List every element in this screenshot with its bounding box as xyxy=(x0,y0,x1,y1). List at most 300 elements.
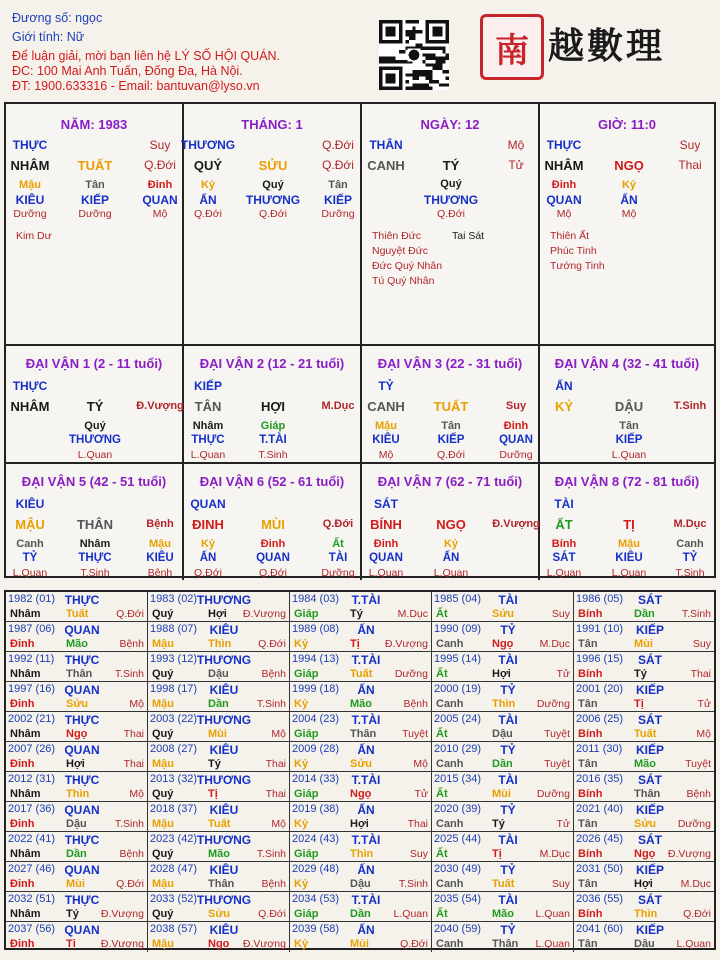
dai-van-stem: KỶ xyxy=(554,399,574,414)
year-cell[interactable] xyxy=(290,712,432,742)
year-cell[interactable] xyxy=(290,652,432,682)
dai-van-branch: TUẤT xyxy=(433,399,469,414)
year-state: Q.Đới xyxy=(400,938,428,950)
qr-module xyxy=(416,73,419,76)
dai-van-god: KIÊU xyxy=(15,497,45,511)
dai-van-hidden-stem: Đinh xyxy=(260,538,286,550)
year-label: 2037 (56) xyxy=(8,923,56,935)
year-label: 2023 (42) xyxy=(150,833,198,845)
year-ten-god: THƯƠNG xyxy=(196,893,252,907)
hidden-god: KIẾP xyxy=(323,193,353,207)
year-branch: Tị xyxy=(208,788,218,800)
year-branch: Tị xyxy=(350,638,360,650)
qr-module xyxy=(429,87,432,90)
annual-luck-grid xyxy=(4,590,716,950)
year-ten-god: KIÊU xyxy=(209,683,239,697)
qr-module xyxy=(429,77,432,80)
year-stem: Tân xyxy=(578,638,598,650)
year-label: 2028 (47) xyxy=(150,863,198,875)
year-ten-god: ẤN xyxy=(357,863,375,877)
qr-module xyxy=(432,80,435,83)
qr-module xyxy=(402,50,405,53)
year-label: 2005 (24) xyxy=(434,713,482,725)
qr-module xyxy=(406,80,409,83)
dai-van-hidden-god: QUAN xyxy=(499,434,533,446)
dai-van-god: THỰC xyxy=(12,379,48,393)
year-cell[interactable] xyxy=(574,592,714,622)
hidden-stem: Quý xyxy=(440,178,462,190)
year-branch: Dậu xyxy=(492,728,513,740)
dai-van-hidden-god: KIẾP xyxy=(437,434,465,446)
dai-van-title: ĐẠI VẬN 6 (52 - 61 tuổi) xyxy=(199,474,345,489)
qr-module xyxy=(422,47,425,50)
year-cell[interactable] xyxy=(574,712,714,742)
year-cell[interactable] xyxy=(6,832,148,862)
year-cell[interactable] xyxy=(432,712,574,742)
year-cell[interactable] xyxy=(574,772,714,802)
year-ten-god: SÁT xyxy=(638,653,662,667)
pillar-stem-state: Thai xyxy=(678,158,702,172)
year-branch: Sửu xyxy=(208,908,231,920)
year-stem: Bính xyxy=(578,908,603,920)
year-cell[interactable] xyxy=(290,922,432,952)
year-cell[interactable] xyxy=(290,772,432,802)
qr-module xyxy=(412,83,415,86)
hidden-god: THƯƠNG xyxy=(423,193,479,207)
year-branch: Dần xyxy=(208,698,229,710)
dai-van-title: ĐẠI VẬN 2 (12 - 21 tuổi) xyxy=(199,356,345,371)
year-ten-god: TÀI xyxy=(498,833,518,847)
year-cell[interactable] xyxy=(432,772,574,802)
hidden-stem: Mậu xyxy=(19,179,41,191)
year-stem: Kỷ xyxy=(294,938,309,950)
year-cell[interactable] xyxy=(6,712,148,742)
year-state: Suy xyxy=(551,878,570,890)
qr-module xyxy=(429,57,432,60)
year-stem: Quý xyxy=(152,908,174,920)
qr-module xyxy=(409,20,412,23)
dai-van-stem: MẬU xyxy=(15,517,45,532)
shen-sha-star: Thiên Ất xyxy=(550,230,590,242)
hidden-stem: Kỷ xyxy=(200,179,216,191)
year-branch: Mão xyxy=(634,758,656,770)
pillar-stem-state: Q.Đới xyxy=(144,158,176,172)
year-ten-god: KIẾP xyxy=(635,623,665,637)
qr-module xyxy=(409,73,412,76)
year-branch: Dậu xyxy=(208,668,229,680)
dai-van-god: ẤN xyxy=(555,379,573,393)
year-branch: Mùi xyxy=(208,728,227,740)
year-branch: Thìn xyxy=(208,638,232,650)
year-cell[interactable] xyxy=(148,622,290,652)
year-ten-god: KIÊU xyxy=(209,923,239,937)
qr-module xyxy=(419,73,422,76)
year-ten-god: KIẾP xyxy=(635,803,665,817)
dai-van-hidden-stem: Tân xyxy=(619,420,639,432)
year-cell[interactable] xyxy=(432,622,574,652)
year-cell[interactable] xyxy=(148,652,290,682)
year-ten-god: SÁT xyxy=(638,593,662,607)
hidden-state: Mộ xyxy=(621,208,637,220)
year-label: 2006 (25) xyxy=(576,713,624,725)
year-state: Đ.Vượng xyxy=(384,638,428,650)
pillar-god-top: THÂN xyxy=(369,138,403,152)
year-label: 1999 (18) xyxy=(292,683,340,695)
qr-module xyxy=(409,33,412,36)
year-cell[interactable] xyxy=(574,892,714,922)
year-state: Bệnh xyxy=(119,848,144,860)
year-label: 2024 (43) xyxy=(292,833,340,845)
year-state: Dưỡng xyxy=(536,698,570,710)
year-stem: Canh xyxy=(436,698,464,710)
qr-module xyxy=(436,47,439,50)
year-cell[interactable] xyxy=(432,652,574,682)
year-cell[interactable] xyxy=(290,802,432,832)
year-ten-god: KIÊU xyxy=(209,863,239,877)
year-state: M.Dục xyxy=(539,638,570,650)
dai-van-hidden-state: Q.Đới xyxy=(194,567,222,579)
dai-van-hidden-god: KIÊU xyxy=(372,434,400,446)
year-state: Mộ xyxy=(129,788,144,800)
dai-van-6 xyxy=(184,462,362,580)
qr-module xyxy=(422,60,425,63)
year-label: 2015 (34) xyxy=(434,773,482,785)
hidden-god: ẤN xyxy=(620,193,638,207)
qr-module xyxy=(432,47,435,50)
year-cell[interactable] xyxy=(574,832,714,862)
year-branch: Thìn xyxy=(492,698,516,710)
qr-module xyxy=(429,63,432,66)
qr-module xyxy=(416,83,419,86)
year-cell[interactable] xyxy=(432,922,574,952)
dai-van-hidden-god: KIẾP xyxy=(615,434,643,446)
qr-module xyxy=(439,47,442,50)
pillar-stem: QUÝ xyxy=(193,158,223,173)
qr-module xyxy=(409,37,412,40)
year-cell[interactable] xyxy=(574,742,714,772)
qr-module xyxy=(412,33,415,36)
year-label: 1995 (14) xyxy=(434,653,482,665)
year-cell[interactable] xyxy=(432,682,574,712)
year-cell[interactable] xyxy=(6,922,148,952)
qr-module xyxy=(442,47,445,50)
qr-module xyxy=(389,60,392,63)
year-branch: Thân xyxy=(208,878,235,890)
year-state: Q.Đới xyxy=(683,908,711,920)
year-cell[interactable] xyxy=(290,682,432,712)
dai-van-hidden-god: ẤN xyxy=(442,552,460,564)
year-cell[interactable] xyxy=(6,592,148,622)
qr-module xyxy=(436,57,439,60)
year-label: 1985 (04) xyxy=(434,593,482,605)
shen-sha-star: Thiên Đức xyxy=(372,230,422,242)
year-stem: Kỷ xyxy=(294,878,309,890)
year-ten-god: ẤN xyxy=(357,623,375,637)
qr-module xyxy=(426,63,429,66)
year-branch: Sửu xyxy=(492,608,515,620)
year-cell[interactable] xyxy=(432,802,574,832)
year-branch: Tị xyxy=(634,698,644,710)
qr-module xyxy=(426,47,429,50)
hidden-state: Mộ xyxy=(556,208,572,220)
hidden-stem: Đinh xyxy=(147,179,173,191)
hidden-god: KIÊU xyxy=(15,193,45,207)
year-state: Suy xyxy=(551,608,570,620)
dai-van-hidden-state: L.Quan xyxy=(190,449,226,461)
year-stem: Mậu xyxy=(152,938,174,950)
year-state: Mộ xyxy=(271,818,286,830)
year-state: Đ.Vượng xyxy=(100,938,144,950)
pillar-title: THÁNG: 1 xyxy=(241,117,303,132)
qr-module xyxy=(422,70,425,73)
year-cell[interactable] xyxy=(148,682,290,712)
year-cell[interactable] xyxy=(6,772,148,802)
qr-module xyxy=(422,53,425,56)
year-cell[interactable] xyxy=(290,832,432,862)
year-cell[interactable] xyxy=(574,622,714,652)
year-branch: Sửu xyxy=(634,818,657,830)
dai-van-hidden-state: L.Quan xyxy=(611,567,647,579)
year-cell[interactable] xyxy=(148,712,290,742)
qr-module xyxy=(436,60,439,63)
year-state: L.Quan xyxy=(393,908,428,920)
dai-van-state: Q.Đới xyxy=(322,518,354,530)
year-label: 1988 (07) xyxy=(150,623,198,635)
year-cell[interactable] xyxy=(574,652,714,682)
qr-module xyxy=(379,60,382,63)
year-branch: Ngọ xyxy=(492,638,514,650)
address-line: ĐC: 100 Mai Anh Tuấn, Đống Đa, Hà Nội. xyxy=(12,64,243,78)
year-ten-god: ẤN xyxy=(357,683,375,697)
year-cell[interactable] xyxy=(574,682,714,712)
year-cell[interactable] xyxy=(574,802,714,832)
year-cell[interactable] xyxy=(148,772,290,802)
year-cell[interactable] xyxy=(6,892,148,922)
year-branch: Tý xyxy=(492,818,505,830)
year-cell[interactable] xyxy=(432,862,574,892)
year-branch: Ngọ xyxy=(208,938,230,950)
qr-module xyxy=(429,47,432,50)
dai-van-state: Bệnh xyxy=(146,518,174,530)
year-stem: Nhâm xyxy=(10,908,41,920)
year-label: 1998 (17) xyxy=(150,683,198,695)
year-branch: Ngọ xyxy=(634,848,656,860)
dai-van-stem: TÂN xyxy=(194,399,222,414)
shen-sha-extra: Tai Sát xyxy=(452,230,485,242)
hidden-stem: Đinh xyxy=(551,179,577,191)
year-cell[interactable] xyxy=(148,862,290,892)
qr-module xyxy=(412,73,415,76)
year-stem: Giáp xyxy=(294,848,319,860)
dai-van-hidden-god: ẤN xyxy=(199,552,217,564)
bazi-chart xyxy=(4,102,716,578)
year-state: Thai xyxy=(265,788,286,800)
year-cell[interactable] xyxy=(574,862,714,892)
year-state: T.Sinh xyxy=(256,848,286,860)
year-stem: Quý xyxy=(152,848,174,860)
year-ten-god: THỰC xyxy=(64,593,100,607)
year-stem: Ất xyxy=(436,668,448,680)
year-label: 2020 (39) xyxy=(434,803,482,815)
year-branch: Hợi xyxy=(350,818,369,830)
dai-van-hidden-state: Dưỡng xyxy=(499,449,533,461)
year-stem: Quý xyxy=(152,608,174,620)
year-cell[interactable] xyxy=(148,922,290,952)
year-branch: Tý xyxy=(634,668,647,680)
qr-finder-core xyxy=(386,27,396,37)
qr-module xyxy=(419,83,422,86)
year-state: Q.Đới xyxy=(258,908,286,920)
year-branch: Tị xyxy=(66,938,76,950)
year-cell[interactable] xyxy=(290,862,432,892)
year-state: Dưỡng xyxy=(677,818,711,830)
hidden-god: QUAN xyxy=(142,193,178,207)
year-branch: Mão xyxy=(208,848,230,860)
qr-module xyxy=(422,73,425,76)
hidden-god: THƯƠNG xyxy=(245,193,301,207)
hidden-god: QUAN xyxy=(546,193,582,207)
hidden-god: KIẾP xyxy=(80,193,110,207)
dai-van-hidden-stem: Nhâm xyxy=(79,538,111,550)
year-cell[interactable] xyxy=(148,592,290,622)
dai-van-hidden-stem: Quý xyxy=(84,420,106,432)
year-ten-god: SÁT xyxy=(638,833,662,847)
year-ten-god: TỶ xyxy=(500,803,516,817)
qr-module xyxy=(419,43,422,46)
year-branch: Ngọ xyxy=(66,728,88,740)
year-state: Tử xyxy=(697,698,711,710)
year-cell[interactable] xyxy=(432,592,574,622)
year-ten-god: THƯƠNG xyxy=(196,833,252,847)
qr-module xyxy=(399,60,402,63)
dai-van-4 xyxy=(540,344,714,462)
contact-line: Để luận giải, mời bạn liên hệ LÝ SỐ HỘI QUÁN. xyxy=(12,49,281,63)
dai-van-branch: THÂN xyxy=(76,517,114,532)
year-cell[interactable] xyxy=(290,622,432,652)
dai-van-hidden-state: Q.Đới xyxy=(259,567,287,579)
year-cell[interactable] xyxy=(6,862,148,892)
year-label: 2012 (31) xyxy=(8,773,56,785)
year-cell[interactable] xyxy=(6,652,148,682)
qr-module xyxy=(426,83,429,86)
dai-van-title: ĐẠI VẬN 7 (62 - 71 tuổi) xyxy=(377,474,523,489)
year-cell[interactable] xyxy=(290,742,432,772)
qr-module xyxy=(429,73,432,76)
year-label: 2030 (49) xyxy=(434,863,482,875)
year-stem: Canh xyxy=(436,818,464,830)
year-cell[interactable] xyxy=(6,622,148,652)
year-cell[interactable] xyxy=(148,802,290,832)
year-cell[interactable] xyxy=(290,892,432,922)
year-stem: Mậu xyxy=(152,758,174,770)
shen-sha-star: Đức Quý Nhân xyxy=(372,260,443,272)
year-cell[interactable] xyxy=(148,892,290,922)
year-cell[interactable] xyxy=(148,832,290,862)
year-label: 1990 (09) xyxy=(434,623,482,635)
year-ten-god: QUAN xyxy=(64,623,100,637)
year-stem: Đinh xyxy=(10,938,35,950)
year-state: Đ.Vượng xyxy=(242,608,286,620)
qr-module xyxy=(429,80,432,83)
dai-van-hidden-state: L.Quan xyxy=(368,567,404,579)
year-state: Đ.Vượng xyxy=(667,848,711,860)
year-cell[interactable] xyxy=(148,742,290,772)
year-branch: Tuất xyxy=(634,728,657,740)
dai-van-hidden-state: L.Quan xyxy=(433,567,469,579)
year-cell[interactable] xyxy=(6,802,148,832)
year-ten-god: T.TÀI xyxy=(351,773,381,787)
qr-module xyxy=(432,53,435,56)
year-label: 2038 (57) xyxy=(150,923,198,935)
year-state: Thai xyxy=(123,728,144,740)
pillar-god-top: THỰC xyxy=(546,138,582,152)
dai-van-title: ĐẠI VẬN 3 (22 - 31 tuổi) xyxy=(377,356,523,371)
pillar-branch: SỬU xyxy=(258,158,288,173)
qr-module xyxy=(422,87,425,90)
year-cell[interactable] xyxy=(6,682,148,712)
year-stem: Bính xyxy=(578,728,603,740)
year-cell[interactable] xyxy=(6,742,148,772)
qr-module xyxy=(442,70,445,73)
year-stem: Quý xyxy=(152,788,174,800)
qr-module xyxy=(426,70,429,73)
year-state: T.Sinh xyxy=(114,668,144,680)
qr-module xyxy=(412,37,415,40)
qr-module xyxy=(432,67,435,70)
qr-module xyxy=(406,33,409,36)
qr-module xyxy=(412,87,415,90)
year-ten-god: TỶ xyxy=(500,863,516,877)
year-branch: Thìn xyxy=(66,788,90,800)
qr-module xyxy=(406,20,409,23)
year-ten-god: T.TÀI xyxy=(351,653,381,667)
year-ten-god: THỰC xyxy=(64,893,100,907)
year-state: Dưỡng xyxy=(536,788,570,800)
year-stem: Bính xyxy=(578,608,603,620)
qr-module xyxy=(429,70,432,73)
dai-van-hidden-god: THƯƠNG xyxy=(69,434,121,446)
qr-module xyxy=(439,57,442,60)
qr-module xyxy=(446,77,449,80)
year-cell[interactable] xyxy=(432,832,574,862)
dai-van-hidden-god: TỶ xyxy=(682,552,698,564)
dai-van-hidden-state: T.Sinh xyxy=(258,449,288,461)
hidden-state: Dưỡng xyxy=(78,208,112,220)
hidden-state: Dưỡng xyxy=(321,208,355,220)
year-cell[interactable] xyxy=(432,742,574,772)
qr-module xyxy=(446,57,449,60)
dai-van-state: Đ.Vượng xyxy=(492,518,540,530)
qr-module xyxy=(406,73,409,76)
year-cell[interactable] xyxy=(290,592,432,622)
qr-logo xyxy=(409,50,420,61)
owner-name: Đương số: ngọc xyxy=(12,11,103,25)
year-stem: Bính xyxy=(578,668,603,680)
qr-module xyxy=(409,87,412,90)
dai-van-hidden-state: Bệnh xyxy=(147,567,173,579)
year-ten-god: TÀI xyxy=(498,653,518,667)
year-cell[interactable] xyxy=(432,892,574,922)
year-ten-god: THƯƠNG xyxy=(196,593,252,607)
year-label: 1984 (03) xyxy=(292,593,340,605)
year-label: 2021 (40) xyxy=(576,803,624,815)
dai-van-hidden-god: KIÊU xyxy=(615,552,643,564)
year-cell[interactable] xyxy=(574,922,714,952)
pillar-0 xyxy=(6,104,184,344)
qr-code-icon[interactable] xyxy=(379,20,449,90)
year-state: Tuyệt xyxy=(544,758,570,770)
year-label: 2032 (51) xyxy=(8,893,56,905)
